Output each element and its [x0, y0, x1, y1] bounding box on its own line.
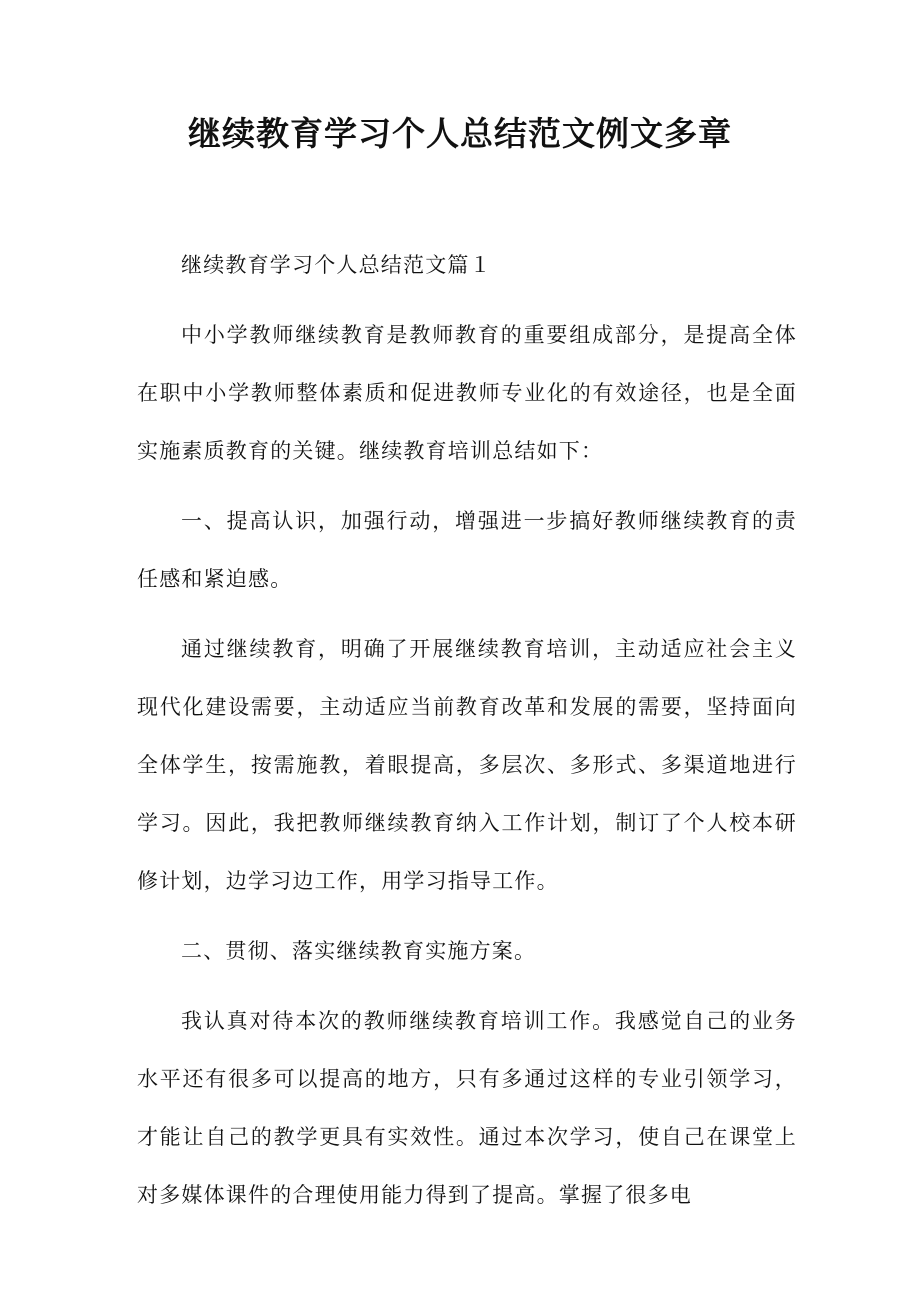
paragraph-training-reflection: 我认真对待本次的教师继续教育培训工作。我感觉自己的业务水平还有很多可以提高的地方，只有多通过这样的专业引领学习，才能让自己的教学更具有实效性。通过本次学习，使自己在课堂上对多媒体课件的合理使用能力得到了提高。掌握了很多电 — [137, 1009, 797, 1207]
paragraph-heading-one: 一、提高认识，加强行动，增强进一步搞好教师继续教育的责任感和紧迫感。 — [137, 509, 797, 591]
document-body — [137, 236, 797, 1224]
document-title: 继续教育学习个人总结范文例文多章 — [188, 114, 732, 153]
paragraph-intro: 中小学教师继续教育是教师教育的重要组成部分，是提高全体在职中小学教师整体素质和促进教师专业化的有效途径，也是全面实施素质教育的关键。继续教育培训总结如下： — [137, 323, 797, 463]
paragraph-continuing-education: 通过继续教育，明确了开展继续教育培训，主动适应社会主义现代化建设需要，主动适应当前教育改革和发展的需要，坚持面向全体学生，按需施教，着眼提高，多层次、多形式、多渠道地进行学习。因此，我把教师继续教育纳入工作计划，制订了个人校本研修计划，边学习边工作，用学习指导工作。 — [137, 637, 797, 893]
section-subtitle: 继续教育学习个人总结范文篇１ — [181, 253, 492, 277]
paragraph-heading-two: 二、贯彻、落实继续教育实施方案。 — [181, 939, 537, 963]
